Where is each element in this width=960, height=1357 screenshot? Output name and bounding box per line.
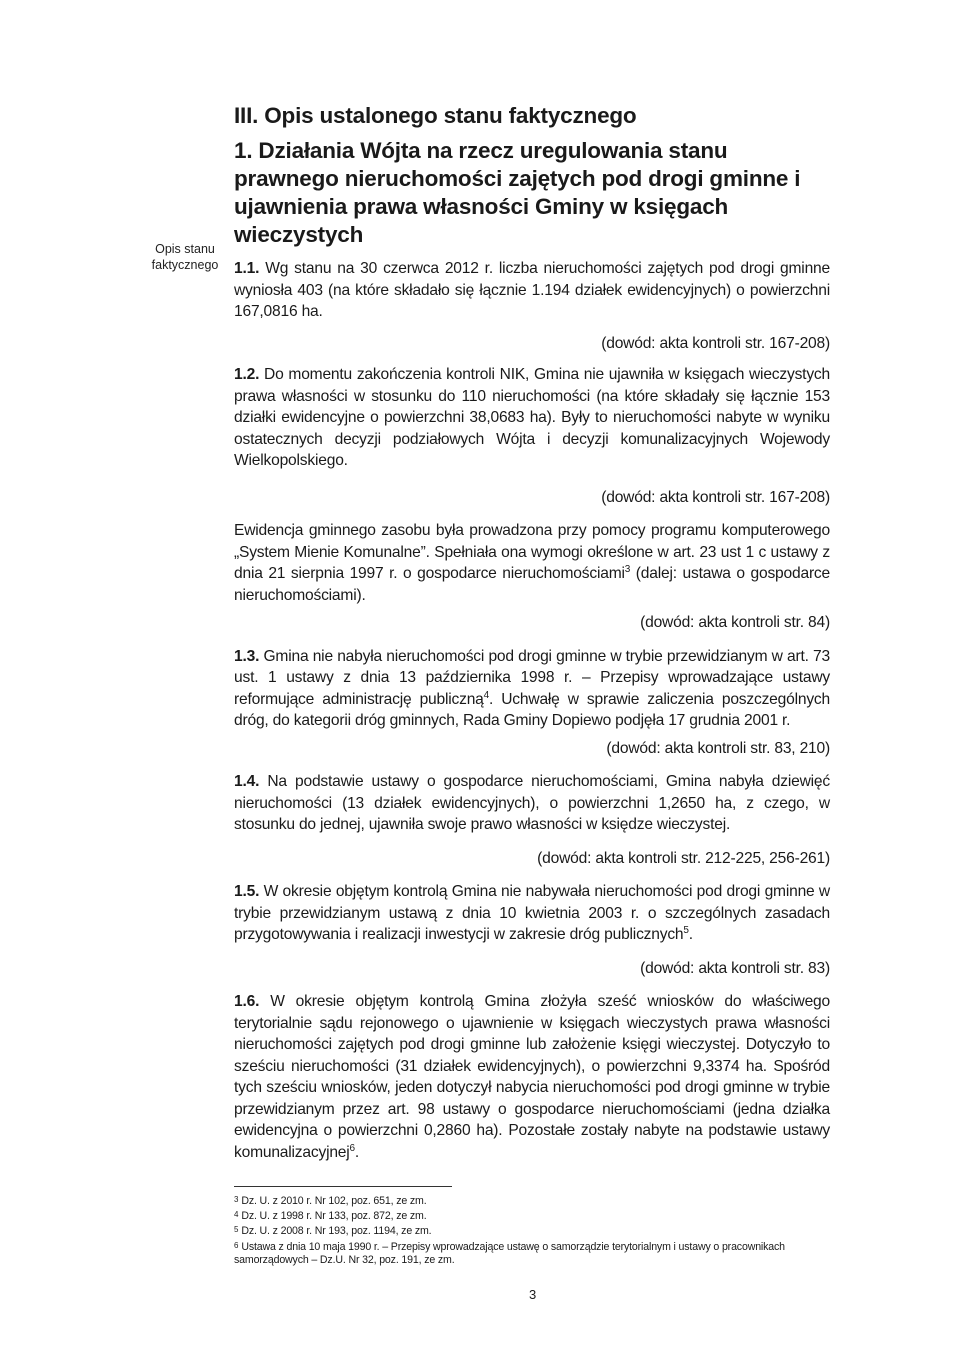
margin-label-line2: faktycznego (151, 258, 219, 272)
main-content (234, 101, 830, 1163)
evidence-note: (dowód: akta kontroli str. 167-208) (601, 488, 830, 506)
paragraph-number: 1.3. (234, 647, 260, 665)
paragraph-text: W okresie objętym kontrolą Gmina złożyła sześć wniosków do właściwego terytorialnie sądu rejonowego o ujawnienie w księgach wieczystych prawa własności nieruchomości zajętych pod drogi gminne lub założenie księgi wieczystej. Dotyczyło to sześciu nieruchomości (31 działek ewidencyjnych), o powierzchni 9,3374 ha. Spośród tych sześciu wniosków, jeden dotyczył nabycia nieruchomości pod drogi gminne w trybie przewidzianym przez art. 98 ustawy o gospodarce nieruchomościami (jedna działka ewidencyjna o powierzchni 0,2860 ha). Pozostałe zostały nabyte na podstawie ustawy komunalizacyjnej (234, 993, 831, 1161)
footnote-text: Dz. U. z 1998 r. Nr 133, poz. 872, ze zm. (241, 1210, 427, 1223)
margin-label-line1: Opis stanu (155, 242, 215, 256)
footnote-ref[interactable]: 6 (349, 1142, 355, 1154)
footnote-mark: 5 (234, 1225, 239, 1235)
footnote-4 (234, 1208, 830, 1223)
paragraph-text-end: . (688, 926, 693, 943)
paragraph-text: W okresie objętym kontrolą Gmina nie nabywała nieruchomości pod drogi gminne w trybie przewidzianym ustawą z dnia 10 kwietnia 2003 r. o szczególnych zasadach przygotowywania i realizacji inwestycji w zakresie dróg publicznych (234, 883, 830, 943)
paragraph-1-2 (234, 364, 830, 472)
evidence-note: (dowód: akta kontroli str. 167-208) (601, 334, 830, 352)
paragraph-ewidencja (234, 520, 830, 606)
paragraph-text-end: (dalej: ustawa o gospodarce nieruchomościami). (234, 565, 831, 604)
evidence-note: (dowód: akta kontroli str. 83) (640, 959, 830, 977)
footnote-divider (234, 1186, 452, 1187)
paragraph-text: Do momentu zakończenia kontroli NIK, Gmina nie ujawniła w księgach wieczystych prawa własności w stosunku do 110 nieruchomości (na które składały się łącznie 153 działki ewidencyjne o powierzchni 38,0683 ha). Były to nieruchomości nabyte w wyniku ostatecznych decyzji podziałowych Wójta i decyzji komunalizacyjnych Wojewody Wielkopolskiego. (234, 366, 830, 469)
footnote-mark: 3 (234, 1195, 239, 1204)
paragraph-text: Ewidencja gminnego zasobu była prowadzona przy pomocy programu komputerowego „System Mienie Komunalne”. Spełniała ona wymogi określone w art. 23 ust 1 c ustawy z dnia 21 sierpnia 1997 r. o gospodarce nieruchomościami (234, 522, 830, 582)
footnote-ref[interactable]: 3 (624, 563, 631, 575)
paragraph-1-1 (234, 258, 830, 323)
paragraph-text-end: . (354, 1143, 360, 1161)
paragraph-number: 1.2. (234, 366, 260, 383)
footnote-mark: 4 (234, 1210, 239, 1220)
paragraph-1-6 (234, 991, 830, 1163)
paragraph-1-5 (234, 881, 830, 946)
footnote-ref[interactable]: 4 (483, 689, 490, 701)
footnote-3 (234, 1193, 830, 1208)
footnote-mark: 6 (234, 1240, 239, 1250)
footnotes (234, 1186, 830, 1267)
evidence-note: (dowód: akta kontroli str. 212-225, 256-261) (537, 849, 830, 867)
paragraph-number: 1.5. (234, 883, 260, 900)
subsection-title: 1. Działania Wójta na rzecz uregulowania stanu prawnego nieruchomości zajętych pod drogi gminne i ujawnienia prawa własności Gminy w księgach wieczystych (234, 138, 801, 247)
paragraph-text: Wg stanu na 30 czerwca 2012 r. liczba nieruchomości zajętych pod drogi gminne wyniosła 403 (na które składało się łącznie 1.194 działek ewidencyjnych) o powierzchni 167,0816 ha. (234, 260, 830, 320)
section-title: III. Opis ustalonego stanu faktycznego (234, 103, 637, 128)
footnote-6 (234, 1239, 830, 1267)
paragraph-text-end: . Uchwałę w sprawie zaliczenia poszczególnych dróg, do kategorii dróg gminnych, Rada Gminy Dopiewo podjęła 17 grudnia 2001 r. (234, 690, 831, 729)
evidence-note: (dowód: akta kontroli str. 84) (640, 614, 830, 631)
paragraph-1-4 (234, 771, 830, 836)
margin-label (147, 241, 223, 273)
paragraph-text: Gmina nie nabyła nieruchomości pod drogi gminne w trybie przewidzianym w art. 73 ust. 1 ustawy z dnia 13 października 1998 r. – Przepisy wprowadzające ustawy reformujące administrację publiczną (234, 647, 830, 708)
paragraph-1-3 (234, 646, 830, 732)
paragraph-number: 1.1. (234, 260, 260, 277)
paragraph-number: 1.4. (234, 773, 260, 790)
paragraph-text: Na podstawie ustawy o gospodarce nieruchomościami, Gmina nabyła dziewięć nieruchomości (13 działek ewidencyjnych), o powierzchni 1,2650 ha, z czego, w stosunku do jednej, ujawniła swoje prawo własności w księdze wieczystej. (234, 773, 830, 833)
footnote-text: Ustawa z dnia 10 maja 1990 r. – Przepisy wprowadzające ustawę o samorządzie terytorialnym i ustawy o pracownikach samorządowych – Dz.U. Nr 32, poz. 191, ze zm. (234, 1240, 785, 1266)
paragraph-number: 1.6. (234, 993, 260, 1010)
evidence-note: (dowód: akta kontroli str. 83, 210) (606, 739, 830, 757)
footnote-text: Dz. U. z 2010 r. Nr 102, poz. 651, ze zm. (241, 1195, 427, 1207)
page-number: 3 (529, 1287, 537, 1302)
footnote-5 (234, 1223, 830, 1238)
footnote-text: Dz. U. z 2008 r. Nr 193, poz. 1194, ze zm. (241, 1225, 432, 1238)
footnote-ref[interactable]: 5 (683, 924, 689, 936)
